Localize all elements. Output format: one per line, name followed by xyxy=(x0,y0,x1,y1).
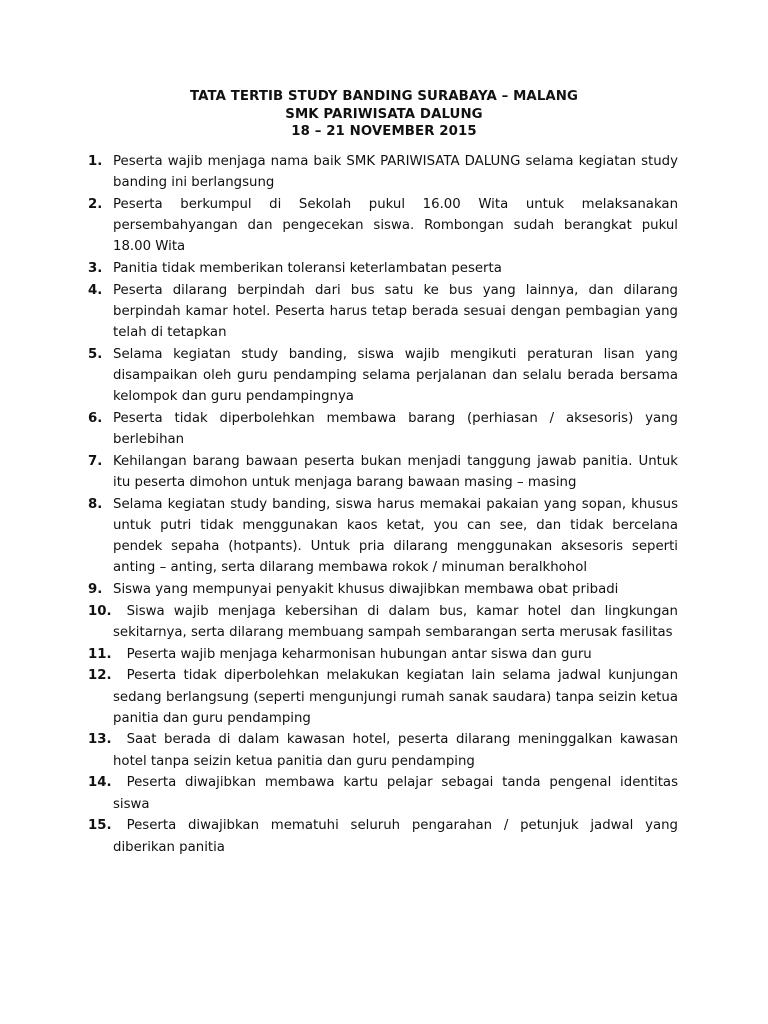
rule-number: 11. xyxy=(88,646,112,662)
rule-item xyxy=(88,815,678,857)
rule-number: 2. xyxy=(88,196,103,212)
rule-item xyxy=(88,494,678,579)
rule-text: Siswa yang mempunyai penyakit khusus diwajibkan membawa obat pribadi xyxy=(113,582,619,598)
header-date: 18 – 21 NOVEMBER 2015 xyxy=(291,124,477,139)
rule-item xyxy=(88,601,678,643)
rules-list xyxy=(88,151,678,858)
rule-number: 8. xyxy=(88,496,103,512)
rule-text: Saat berada di dalam kawasan hotel, peserta dilarang meninggalkan kawasan hotel tanpa seizin ketua panitia dan guru pendamping xyxy=(113,732,678,769)
rule-text: Peserta wajib menjaga keharmonisan hubungan antar siswa dan guru xyxy=(126,646,592,662)
rule-item xyxy=(88,408,678,450)
document-header xyxy=(0,88,768,141)
rule-text: Selama kegiatan study banding, siswa wajib mengikuti peraturan lisan yang disampaikan oleh guru pendamping selama perjalanan dan selalu berada bersama kelompok dan guru pendampingnya xyxy=(113,346,678,405)
rule-number: 7. xyxy=(88,453,103,469)
rule-number: 4. xyxy=(88,282,103,298)
rule-number: 5. xyxy=(88,346,103,362)
rule-item xyxy=(88,344,678,408)
header-title: TATA TERTIB STUDY BANDING SURABAYA – MALANG xyxy=(189,89,579,104)
rule-text: Kehilangan barang bawaan peserta bukan menjadi tanggung jawab panitia. Untuk itu peserta dimohon untuk menjaga barang bawaan masing – masing xyxy=(113,453,678,491)
rule-number: 12. xyxy=(88,668,112,684)
rule-number: 1. xyxy=(88,154,103,169)
rule-item xyxy=(88,194,678,258)
rule-number: 14. xyxy=(88,775,112,791)
rule-number: 3. xyxy=(88,261,103,277)
rule-text: Siswa wajib menjaga kebersihan di dalam bus, kamar hotel dan lingkungan sekitarnya, serta dilarang membuang sampah sembarangan serta merusak fasilitas xyxy=(113,603,678,640)
rule-number: 9. xyxy=(88,582,103,598)
rule-item xyxy=(88,729,678,771)
rule-item xyxy=(88,772,678,814)
rule-number: 10. xyxy=(88,603,112,619)
rule-number: 13. xyxy=(88,732,112,748)
rule-item xyxy=(88,451,678,493)
rule-text: Peserta dilarang berpindah dari bus satu ke bus yang lainnya, dan dilarang berpindah kamar hotel. Peserta harus tetap berada sesuai dengan pembagian yang telah di tetapkan xyxy=(113,282,678,341)
rule-item xyxy=(88,280,678,344)
header-school: SMK PARIWISATA DALUNG xyxy=(285,106,483,122)
rule-item xyxy=(88,151,678,193)
rule-item xyxy=(88,665,678,729)
rule-text: Peserta wajib menjaga nama baik SMK PARIWISATA DALUNG selama kegiatan study banding ini berlangsung xyxy=(113,154,678,191)
rule-text: Peserta tidak diperbolehkan membawa barang (perhiasan / aksesoris) yang berlebihan xyxy=(113,410,678,448)
rule-number: 15. xyxy=(88,818,112,834)
rule-text: Peserta tidak diperbolehkan melakukan kegiatan lain selama jadwal kunjungan sedang berlangsung (seperti mengunjungi rumah sanak saudara) tanpa seizin ketua panitia dan guru pendamping xyxy=(113,668,678,726)
rule-item xyxy=(88,644,678,665)
rule-number: 6. xyxy=(88,410,103,426)
rule-text: Peserta diwajibkan mematuhi seluruh pengarahan / petunjuk jadwal yang diberikan panitia xyxy=(113,818,678,855)
rule-item xyxy=(88,258,678,279)
rule-item xyxy=(88,579,678,600)
rule-text: Peserta berkumpul di Sekolah pukul 16.00 Wita untuk melaksanakan persembahyangan dan pengecekan siswa. Rombongan sudah berangkat pukul 18.00 Wita xyxy=(113,196,678,255)
rule-text: Peserta diwajibkan membawa kartu pelajar sebagai tanda pengenal identitas siswa xyxy=(113,775,678,812)
rule-text: Selama kegiatan study banding, siswa harus memakai pakaian yang sopan, khusus untuk putri tidak menggunakan kaos ketat, you can see, dan tidak bercelana pendek sepaha (hotpants). Untuk pria dilarang menggunakan aksesoris seperti anting – anting, serta dilarang membawa rokok / minuman beralkhohol xyxy=(113,496,678,576)
rule-text: Panitia tidak memberikan toleransi keterlambatan peserta xyxy=(113,261,502,277)
